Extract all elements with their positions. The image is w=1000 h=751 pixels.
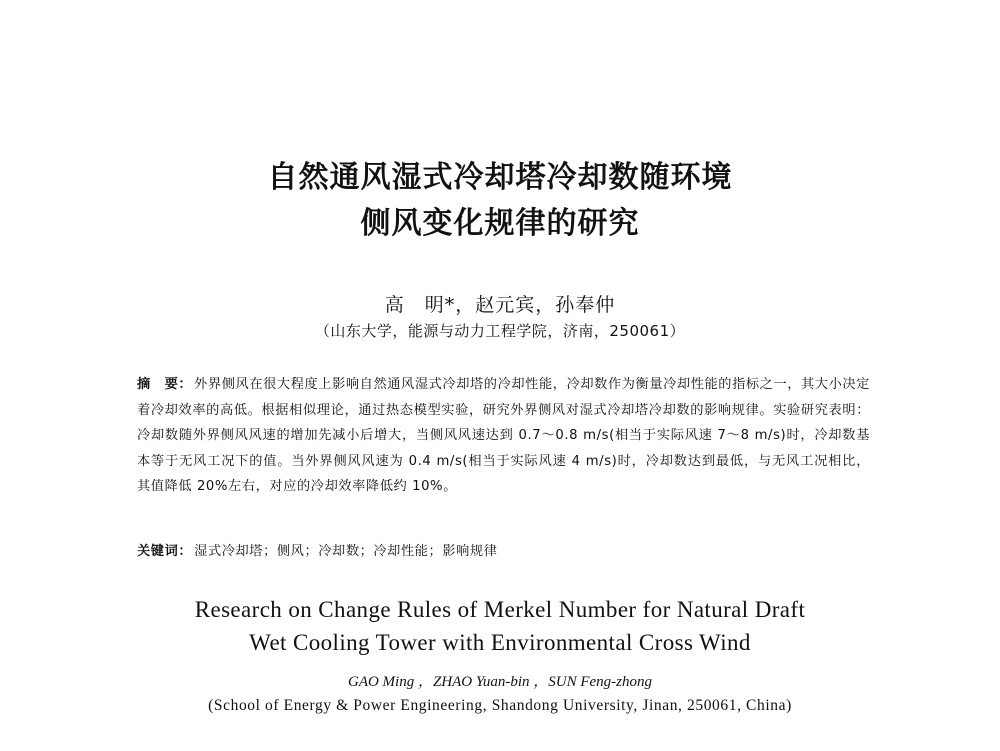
english-title-line-1: Research on Change Rules of Merkel Number for Natural Draft bbox=[194, 597, 806, 622]
chinese-keywords bbox=[137, 540, 870, 559]
abstract-label: 摘 要： bbox=[137, 377, 193, 392]
abstract-text: 外界侧风在很大程度上影响自然通风湿式冷却塔的冷却性能，冷却数作为衡量冷却性能的指标之一，其大小决定着冷却效率的高低。根据相似理论，通过热态模型实验，研究外界侧风对湿式冷却塔冷却数的影响规律。实验研究表明：冷却数随外界侧风风速的增加先减小后增大，当侧风风速达到 0.7～0.8 m/s(相当于实际风速 7～8 m/s)时，冷却数基本等于无风工况下的值。当外界侧风风速为 0.4 m/s(相当于实际风速 4 m/s)时，冷却数达到最低，与无风工况相比，其值降低 20%左右，对应的冷却效率降低约 10%。 bbox=[137, 377, 870, 495]
chinese-title-line-2: 侧风变化规律的研究 bbox=[360, 206, 640, 241]
chinese-affiliation: （山东大学，能源与动力工程学院，济南，250061） bbox=[314, 322, 686, 340]
chinese-authors: 高 明*，赵元宾，孙奉仲 bbox=[384, 294, 616, 316]
keywords-text: 湿式冷却塔；侧风；冷却数；冷却性能；影响规律 bbox=[194, 544, 498, 559]
english-authors: GAO Ming ，ZHAO Yuan-bin ，SUN Feng-zhong bbox=[347, 674, 653, 690]
chinese-abstract bbox=[137, 372, 870, 500]
chinese-title-line-1: 自然通风湿式冷却塔冷却数随环境 bbox=[267, 160, 733, 195]
english-affiliation: (School of Energy & Power Engineering, Shandong University, Jinan, 250061, China) bbox=[208, 697, 792, 714]
english-title-line-2: Wet Cooling Tower with Environmental Cross Wind bbox=[249, 630, 751, 655]
keywords-label: 关键词： bbox=[137, 544, 193, 559]
